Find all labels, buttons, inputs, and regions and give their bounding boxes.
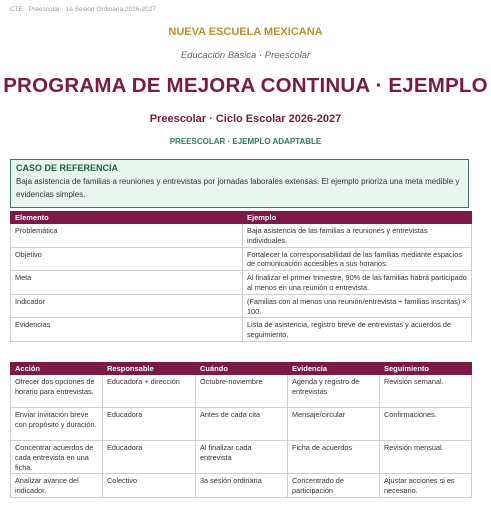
table-cell: Lista de asistencia, registro breve de entrevistas y acuerdos de seguimiento. bbox=[243, 318, 472, 342]
table-row bbox=[11, 408, 472, 441]
table-cell: Objetivo bbox=[11, 247, 243, 271]
table-row bbox=[11, 224, 472, 248]
table-cell: Revisión mensual. bbox=[380, 441, 472, 474]
table-cell: Octubre-noviembre bbox=[196, 375, 288, 408]
table-cell: Al finalizar cada entrevista bbox=[196, 441, 288, 474]
element-table bbox=[10, 211, 472, 342]
document-subtitle: Educación Básica · Preescolar bbox=[180, 50, 311, 61]
table-row bbox=[11, 474, 472, 498]
table-cell: Agenda y registro de entrevistas bbox=[288, 375, 380, 408]
table-cell: Educadora + dirección bbox=[103, 375, 196, 408]
table-cell: 3a sesión ordinaria bbox=[196, 474, 288, 498]
action-table-header bbox=[11, 363, 472, 375]
page-header: CTE · Preescolar · 1a Sesión Ordinaria 2026-2027 bbox=[10, 6, 156, 13]
column-header: Acción bbox=[11, 363, 103, 375]
table-row bbox=[11, 271, 472, 295]
table-cell: (Familias con al menos una reunión/entrevista ÷ familias inscritas) × 100. bbox=[243, 294, 472, 318]
table-cell: Al finalizar el primer trimestre, 90% de las familias habrá participado al menos en una reunión o entrevista. bbox=[243, 271, 472, 295]
reference-case-title: CASO DE REFERENCIA bbox=[16, 163, 119, 173]
table-cell: Problemática bbox=[11, 224, 243, 248]
table-row bbox=[11, 247, 472, 271]
table-cell: Antes de cada cita bbox=[196, 408, 288, 441]
column-header: Evidencia bbox=[288, 363, 380, 375]
element-table-header bbox=[11, 212, 472, 224]
table-cell: Concentrar acuerdos de cada entrevista en una ficha. bbox=[11, 441, 103, 474]
table-cell: Ajustar acciones si es necesario. bbox=[380, 474, 472, 498]
table-cell: Confirmaciones. bbox=[380, 408, 472, 441]
reference-case-text: Baja asistencia de familias a reuniones y entrevistas por jornadas laborales extensas. El ejemplo prioriza una meta medible y evidencias simples. bbox=[16, 177, 460, 199]
table-cell: Concentrado de participación bbox=[288, 474, 380, 498]
table-cell: Enviar invitación breve con propósito y duración. bbox=[11, 408, 103, 441]
table-cell: Meta bbox=[11, 271, 243, 295]
table-cell: Fortalecer la corresponsabilidad de las familias mediante espacios de comunicación accesibles a sus horarios. bbox=[243, 247, 472, 271]
table-row bbox=[11, 375, 472, 408]
table-cell: Mensaje/circular bbox=[288, 408, 380, 441]
reference-case-box bbox=[10, 159, 469, 208]
column-header: Responsable bbox=[103, 363, 196, 375]
document-tag: PREESCOLAR · EJEMPLO ADAPTABLE bbox=[169, 137, 322, 146]
table-cell: Revisión semanal. bbox=[380, 375, 472, 408]
column-header: Seguimiento bbox=[380, 363, 472, 375]
brand-name: NUEVA ESCUELA MEXICANA bbox=[168, 26, 323, 38]
column-header: Elemento bbox=[11, 212, 243, 224]
school-cycle: Preescolar · Ciclo Escolar 2026-2027 bbox=[149, 113, 342, 125]
table-row bbox=[11, 318, 472, 342]
table-cell: Indicador bbox=[11, 294, 243, 318]
table-row bbox=[11, 294, 472, 318]
column-header: Ejemplo bbox=[243, 212, 472, 224]
action-table bbox=[10, 362, 472, 498]
table-cell: Ofrecer dos opciones de horario para entrevistas. bbox=[11, 375, 103, 408]
table-cell: Educadora bbox=[103, 441, 196, 474]
document-title: PROGRAMA DE MEJORA CONTINUA · EJEMPLO bbox=[3, 74, 488, 97]
table-cell: Educadora bbox=[103, 408, 196, 441]
table-row bbox=[11, 441, 472, 474]
table-cell: Colectivo bbox=[103, 474, 196, 498]
column-header: Cuándo bbox=[196, 363, 288, 375]
table-cell: Ficha de acuerdos bbox=[288, 441, 380, 474]
table-cell: Evidencias bbox=[11, 318, 243, 342]
table-cell: Analizar avance del indicador. bbox=[11, 474, 103, 498]
table-cell: Baja asistencia de las familias a reuniones y entrevistas individuales. bbox=[243, 224, 472, 248]
